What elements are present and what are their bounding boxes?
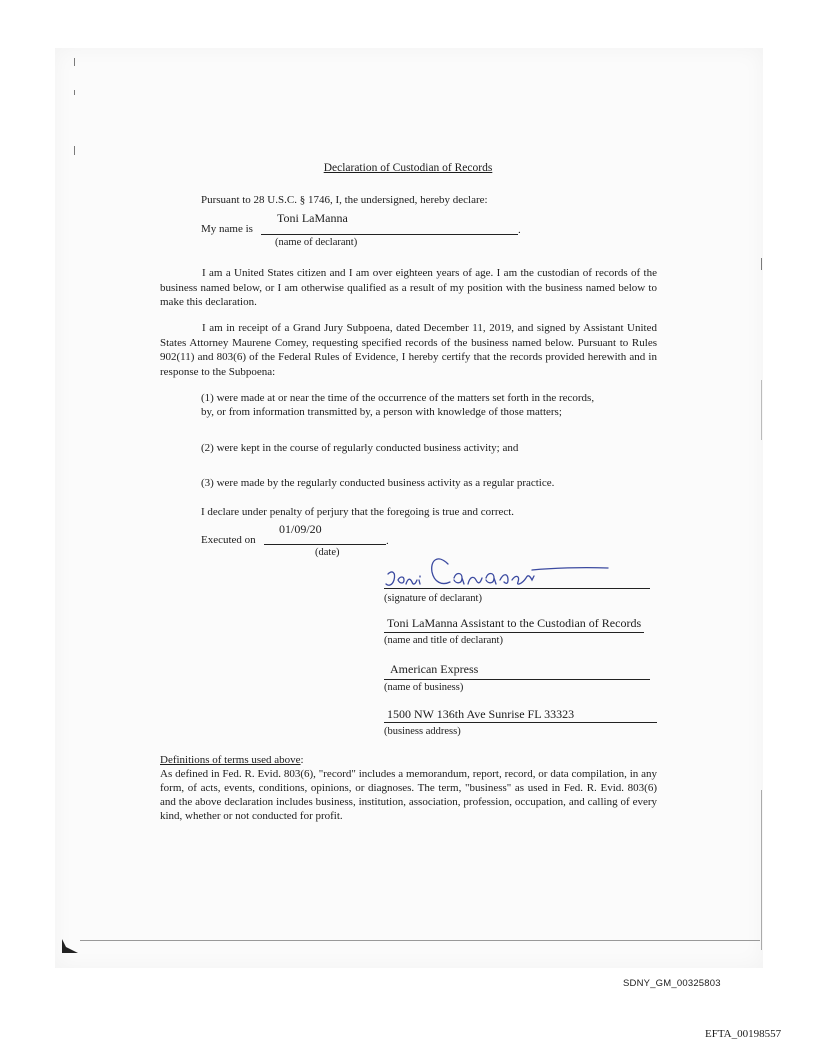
scan-mark [761,380,762,440]
paragraph-citizen: I am a United States citizen and I am over eighteen years of age. I am the custodian of records of the business named below, or I am otherwise qualified as a result of my position with the business named below to make this declaration. [160,267,657,308]
scan-mark [761,790,762,950]
signature-rule [384,588,650,589]
item-1-line-2: by, or from information transmitted by, a person with knowledge of those matters; [201,406,562,418]
signature-caption: (signature of declarant) [384,593,482,604]
corner-mark [60,935,80,955]
scan-mark [80,940,760,941]
intro-line: Pursuant to 28 U.S.C. § 1746, I, the undersigned, hereby declare: [201,194,488,206]
scan-mark [74,146,75,155]
date-period: . [386,535,389,547]
name-title-value: Toni LaManna Assistant to the Custodian of Records [387,616,642,630]
date-caption: (date) [315,547,340,558]
paragraph-subpoena: I am in receipt of a Grand Jury Subpoena, dated December 11, 2019, and signed by Assistant United States Attorney Maurene Comey, requesting specified records of the business named below. Pursuant to Rules 902(11) and 803(6) of the Federal Rules of Evidence, I hereby certify that the records provided herewith and in response to the Subpoena: [160,322,657,378]
address-caption: (business address) [384,726,461,737]
item-3: (3) were made by the regularly conducted business activity as a regular practice. [201,477,555,489]
declarant-name: Toni LaMann​a [277,211,348,225]
item-2: (2) were kept in the course of regularly conducted business activity; and [201,442,519,454]
item-1-line-1: (1) were made at or near the time of the occurrence of the matters set forth in the records, [201,392,595,404]
name-title-caption: (name and title of declarant) [384,635,503,646]
name-rule [261,234,518,235]
definitions-heading-text: Definitions of terms used above [160,754,301,766]
scan-mark [74,58,75,66]
name-caption: (name of declarant) [275,237,358,248]
business-rule [384,679,650,680]
business-caption: (name of business) [384,682,464,693]
declare-line: I declare under penalty of perjury that the foregoing is true and correct. [201,506,515,518]
scan-mark [74,90,75,95]
name-prefix: My name is [201,223,253,235]
address-rule [384,722,657,723]
bates-number: SDNY_GM_00325803 [623,978,721,989]
document-title: Declaration of Custodian of Records [323,162,493,174]
name-period: . [518,224,521,236]
definitions-heading: Definitions of terms used above: [160,754,304,766]
date-rule [264,544,386,545]
business-value: American Express [390,662,479,676]
efta-number: EFTA_00198557 [705,1028,782,1040]
executed-prefix: Executed on [201,534,256,546]
scan-mark [761,258,762,270]
name-title-rule [384,632,644,633]
address-value: 1500 NW 136th Ave Sunrise FL 33323 [387,707,575,721]
definitions-text: As defined in Fed. R. Evid. 803(6), "record" includes a memorandum, report, record, or data compilation, in any form, of acts, events, conditions, opinions, or diagnoses. The term, "business" as used in Fed. R. Evid. 803(6) and the above declaration includes business, institution, association, profession, occupation, and calling of every kind, whether or not conducted for profit. [160,768,657,822]
executed-date: 01/09/20 [279,522,322,536]
